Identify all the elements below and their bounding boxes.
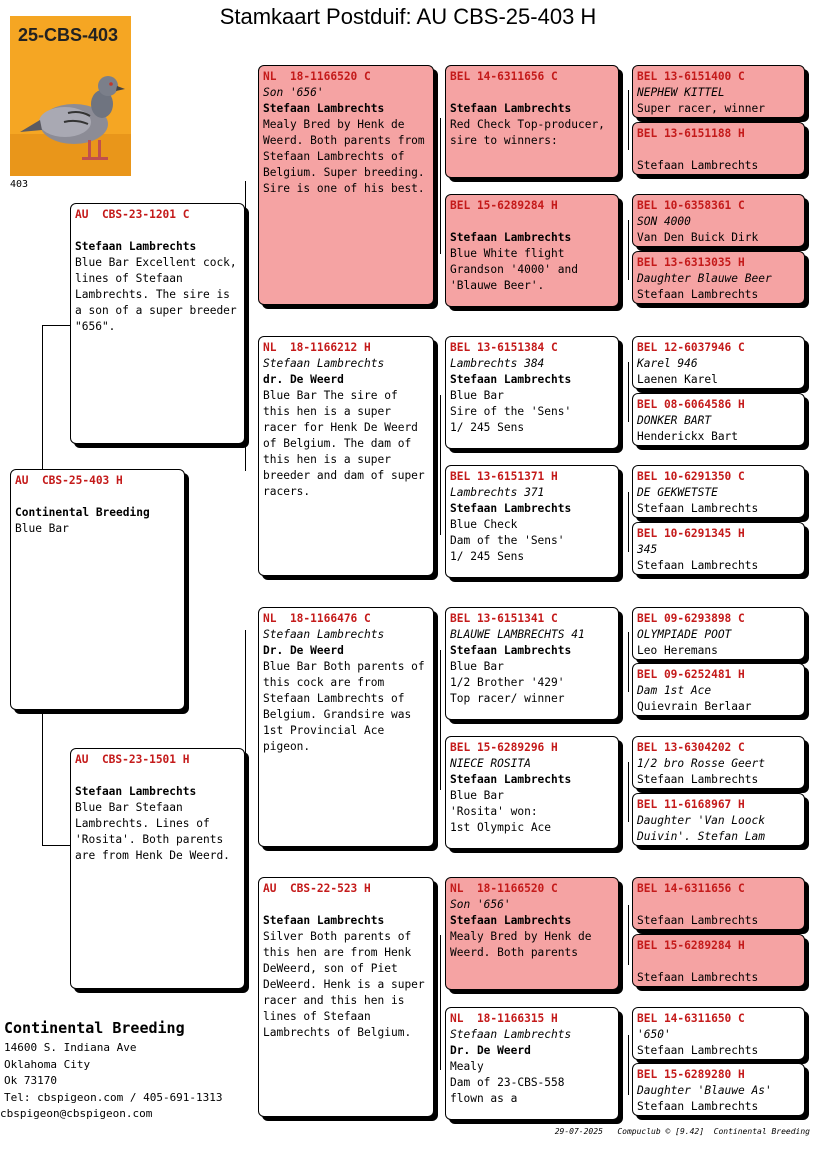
pigeon-notes: Henderickx Bart: [637, 430, 739, 443]
pigeon-name: Son '656': [450, 898, 511, 911]
grandparent-card-3[interactable]: [258, 607, 434, 847]
pigeon-notes: Blue Bar Stefaan Lambrechts. Lines of 'Rosita'. Both parents are from Henk De Weerd.: [75, 801, 230, 862]
ancestor-card-7[interactable]: [632, 465, 805, 518]
breeder-name: Stefaan Lambrechts: [263, 914, 385, 927]
pigeon-name: [637, 142, 800, 158]
pigeon-name: '650': [637, 1028, 671, 1041]
ring-number: NL 18-1166212 H: [263, 341, 371, 354]
pigeon-name: [450, 214, 614, 230]
ancestor-card-10[interactable]: [632, 663, 805, 716]
grandparent-card-4[interactable]: [258, 877, 434, 1117]
great-grandparent-card-8[interactable]: [445, 1007, 619, 1120]
breeder-name: Stefaan Lambrechts: [450, 502, 572, 515]
ancestor-card-16[interactable]: [632, 1063, 805, 1116]
pigeon-name: OLYMPIADE POOT: [637, 628, 732, 641]
breeder-name: Stefaan Lambrechts: [75, 240, 197, 253]
ancestor-card-13[interactable]: [632, 877, 805, 930]
pigeon-notes: Laenen Karel: [637, 373, 718, 386]
ring-number: AU CBS-25-403 H: [15, 474, 123, 487]
ancestor-card-4[interactable]: [632, 251, 805, 304]
pigeon-notes: Blue Bar 1/2 Brother '429' Top racer/ winner: [450, 660, 565, 705]
ancestor-card-15[interactable]: [632, 1007, 805, 1060]
connector-subject: [42, 325, 71, 471]
pigeon-name: Daughter 'Blauwe As': [637, 1084, 772, 1097]
ring-number: BEL 15-6289280 H: [637, 1068, 745, 1081]
pigeon-name: [263, 897, 429, 913]
ancestor-card-3[interactable]: [632, 194, 805, 247]
ancestor-card-11[interactable]: [632, 736, 805, 789]
ancestor-card-1[interactable]: [632, 65, 805, 118]
pigeon-name: Stefaan Lambrechts: [450, 1028, 572, 1041]
breeder-name: Stefaan Lambrechts: [450, 773, 572, 786]
ancestor-card-6[interactable]: [632, 393, 805, 446]
pigeon-notes: Stefaan Lambrechts: [637, 159, 759, 172]
pigeon-notes: Stefaan Lambrechts: [637, 1100, 759, 1113]
pigeon-notes: Stefaan Lambrechts: [637, 1044, 759, 1057]
pigeon-notes: Super racer, winner: [637, 102, 765, 115]
pigeon-name: Karel 946: [637, 357, 698, 370]
pigeon-name: Stefaan Lambrechts: [263, 628, 385, 641]
pigeon-notes: Mealy Bred by Henk de Weerd. Both parents from Stefaan Lambrechts of Belgium. Super breeding. Sire is one of his best.: [263, 118, 425, 195]
breeder-contact: [0, 1018, 223, 1123]
connector-sire: [245, 181, 259, 471]
breeder-name: Dr. De Weerd: [450, 1044, 531, 1057]
address-line-3: Ok 73170: [4, 1074, 57, 1087]
pigeon-name: Daughter Blauwe Beer: [637, 272, 772, 285]
ring-number: BEL 13-6151188 H: [637, 127, 745, 140]
ring-number: BEL 13-6151371 H: [450, 470, 558, 483]
ancestor-card-12[interactable]: [632, 793, 805, 846]
ring-number: BEL 14-6311656 C: [637, 882, 745, 895]
pigeon-name: DONKER BART: [637, 414, 712, 427]
breeder-name: Stefaan Lambrechts: [450, 231, 572, 244]
pigeon-name: NIECE ROSITA: [450, 757, 531, 770]
ring-number: BEL 12-6037946 C: [637, 341, 745, 354]
ring-number: BEL 13-6151384 C: [450, 341, 558, 354]
ancestor-card-5[interactable]: [632, 336, 805, 389]
pigeon-notes: Van Den Buick Dirk: [637, 231, 759, 244]
pigeon-name: [75, 768, 240, 784]
great-grandparent-card-4[interactable]: [445, 465, 619, 578]
ring-number: NL 18-1166520 C: [450, 882, 558, 895]
pigeon-notes: Blue Bar: [15, 522, 69, 535]
pigeon-name: DE GEKWETSTE: [637, 486, 718, 499]
pigeon-name: [637, 954, 800, 970]
breeder-name: dr. De Weerd: [263, 373, 344, 386]
connector-subject-dam: [42, 710, 71, 846]
great-grandparent-card-1[interactable]: [445, 65, 619, 178]
pigeon-notes: Stefaan Lambrechts: [637, 914, 759, 927]
pigeon-name: Son '656': [263, 86, 324, 99]
breeder-name: Stefaan Lambrechts: [75, 785, 197, 798]
pigeon-name: Dam 1st Ace: [637, 684, 712, 697]
great-grandparent-card-5[interactable]: [445, 607, 619, 720]
pigeon-name: [15, 489, 180, 505]
ring-number: BEL 13-6313035 H: [637, 256, 745, 269]
ring-number: BEL 08-6064586 H: [637, 398, 745, 411]
pigeon-name: Stefaan Lambrechts: [263, 357, 385, 370]
telephone: Tel: cbspigeon.com / 405-691-1313: [4, 1090, 223, 1104]
breeder-name: Stefaan Lambrechts: [450, 644, 572, 657]
grandparent-card-1[interactable]: [258, 65, 434, 305]
pigeon-notes: Blue Check Dam of the 'Sens' 1/ 245 Sens: [450, 518, 565, 563]
pigeon-name: BLAUWE LAMBRECHTS 41: [450, 628, 585, 641]
breeder-name: Stefaan Lambrechts: [450, 914, 572, 927]
ring-number: NL 18-1166315 H: [450, 1012, 558, 1025]
ring-number: BEL 15-6289284 H: [450, 199, 558, 212]
page-title: Stamkaart Postduif: AU CBS-25-403 H: [219, 4, 597, 29]
ancestor-card-9[interactable]: [632, 607, 805, 660]
connector-dam: [245, 630, 259, 905]
ancestor-card-14[interactable]: [632, 934, 805, 987]
great-grandparent-card-6[interactable]: [445, 736, 619, 849]
pigeon-notes: Stefaan Lambrechts: [637, 559, 759, 572]
pigeon-name: Lambrechts 371: [450, 486, 545, 499]
breeder-name: Stefaan Lambrechts: [450, 102, 572, 115]
great-grandparent-card-7[interactable]: [445, 877, 619, 990]
pigeon-notes: Blue Bar Sire of the 'Sens' 1/ 245 Sens: [450, 389, 572, 434]
ring-number: BEL 13-6151400 C: [637, 70, 745, 83]
pigeon-notes: Stefaan Lambrechts: [637, 971, 759, 984]
ring-number: BEL 09-6293898 C: [637, 612, 745, 625]
grandparent-card-2[interactable]: [258, 336, 434, 576]
ancestor-card-2[interactable]: [632, 122, 805, 175]
pigeon-name: [637, 897, 800, 913]
pigeon-notes: Blue White flight Grandson '4000' and 'Blauwe Beer'.: [450, 247, 578, 292]
pigeon-name: Daughter 'Van Loock Duivin'. Stefan Lam: [637, 814, 765, 843]
pigeon-notes: Mealy Dam of 23-CBS-558 flown as a: [450, 1060, 565, 1105]
ancestor-card-8[interactable]: [632, 522, 805, 575]
pigeon-notes: Blue Bar The sire of this hen is a super racer for Henk De Weerd of Belgium. The dam of this hen is a super breeder and dam of super racers.: [263, 389, 425, 498]
ring-number: BEL 09-6252481 H: [637, 668, 745, 681]
ring-number: BEL 13-6304202 C: [637, 741, 745, 754]
pigeon-name: 1/2 bro Rosse Geert: [637, 757, 765, 770]
photo-caption: 403: [10, 179, 29, 190]
ring-number: BEL 13-6151341 C: [450, 612, 558, 625]
pigeon-notes: Quievrain Berlaar: [637, 700, 752, 713]
ring-number: BEL 15-6289296 H: [450, 741, 558, 754]
ring-number: BEL 10-6291345 H: [637, 527, 745, 540]
ring-number: BEL 15-6289284 H: [637, 939, 745, 952]
pigeon-name: [75, 223, 240, 239]
ring-number: AU CBS-22-523 H: [263, 882, 371, 895]
dam-card[interactable]: [70, 748, 245, 989]
pigeon-name: SON 4000: [637, 215, 691, 228]
pigeon-notes: Red Check Top-producer, sire to winners:: [450, 118, 605, 147]
pigeon-name: Lambrechts 384: [450, 357, 545, 370]
print-stamp: 29-07-2025 Compuclub © [9.42] Continental Breeding: [554, 1127, 810, 1136]
pigeon-name: 345: [637, 543, 658, 556]
pigeon-notes: Silver Both parents of this hen are from Henk DeWeerd, son of Piet DeWeerd. Henk is a super racer and this hen is lines of Stefaan Lambrechts of Belgium.: [263, 930, 425, 1039]
breeder-name: Continental Breeding: [15, 506, 150, 519]
pigeon-notes: Blue Bar 'Rosita' won: 1st Olympic Ace: [450, 789, 552, 834]
ring-number: AU CBS-23-1501 H: [75, 753, 190, 766]
ring-number: BEL 10-6358361 C: [637, 199, 745, 212]
ring-number: BEL 11-6168967 H: [637, 798, 745, 811]
pigeon-notes: Blue Bar Excellent cock, lines of Stefaan Lambrechts. The sire is a son of a super breeder "656".: [75, 256, 237, 333]
pigeon-notes: Leo Heremans: [637, 644, 718, 657]
pigeon-photo: [10, 16, 131, 176]
sire-card[interactable]: [70, 203, 245, 444]
address-line-2: Oklahoma City: [4, 1057, 91, 1071]
ring-number: BEL 14-6311656 C: [450, 70, 558, 83]
address-line-1: 14600 S. Indiana Ave: [4, 1041, 137, 1054]
subject-card[interactable]: [10, 469, 185, 710]
pigeon-notes: Mealy Bred by Henk de Weerd. Both parents: [450, 930, 592, 959]
ring-number: BEL 14-6311650 C: [637, 1012, 745, 1025]
pigeon-name: NEPHEW KITTEL: [637, 86, 725, 99]
breeder-name: Stefaan Lambrechts: [450, 373, 572, 386]
ring-number: AU CBS-23-1201 C: [75, 208, 190, 221]
photo-label: 25-CBS-403: [18, 25, 119, 45]
breeder-name: Stefaan Lambrechts: [263, 102, 385, 115]
breeder-company-name: Continental Breeding: [4, 1019, 185, 1037]
breeder-name: Dr. De Weerd: [263, 644, 344, 657]
ring-number: NL 18-1166520 C: [263, 70, 371, 83]
email: cbspigeon@cbspigeon.com: [0, 1107, 153, 1120]
pigeon-notes: Stefaan Lambrechts: [637, 288, 759, 301]
pigeon-notes: Blue Bar Both parents of this cock are from Stefaan Lambrechts of Belgium. Grandsire was 1st Provincial Ace pigeon.: [263, 660, 425, 753]
great-grandparent-card-2[interactable]: [445, 194, 619, 307]
pigeon-name: [450, 85, 614, 101]
great-grandparent-card-3[interactable]: [445, 336, 619, 449]
ring-number: BEL 10-6291350 C: [637, 470, 745, 483]
pigeon-notes: Stefaan Lambrechts: [637, 773, 759, 786]
pigeon-notes: Stefaan Lambrechts: [637, 502, 759, 515]
ring-number: NL 18-1166476 C: [263, 612, 371, 625]
